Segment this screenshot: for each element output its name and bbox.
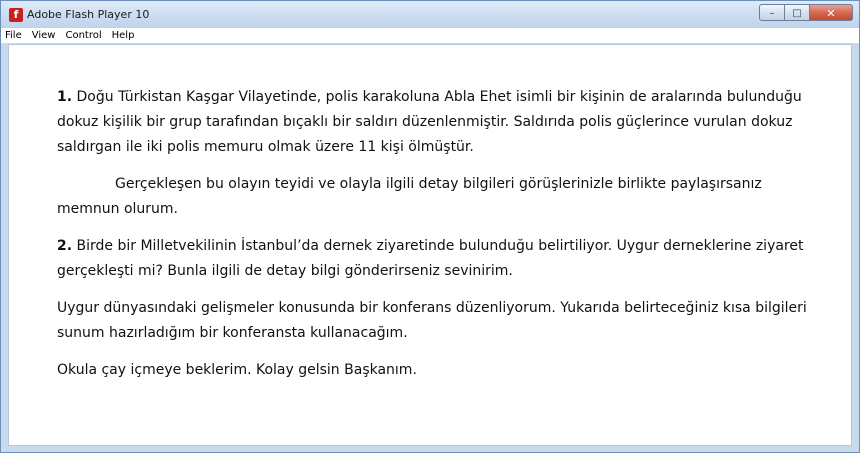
- paragraph-5: Okula çay içmeye beklerim. Kolay gelsin Başkanım.: [57, 362, 417, 378]
- minimize-button[interactable]: –: [759, 4, 785, 21]
- paragraph-1: [57, 85, 817, 160]
- spacer: [57, 160, 817, 172]
- flash-icon: f: [9, 8, 23, 22]
- paragraph-number: 1.: [57, 89, 73, 105]
- menu-help[interactable]: Help: [111, 29, 135, 41]
- maximize-button[interactable]: □: [785, 4, 810, 21]
- spacer: [57, 284, 817, 296]
- paragraph-text: Doğu Türkistan Kaşgar Vilayetinde, polis karakoluna Abla Ehet isimli bir kişinin de aralarında bulunduğu dokuz kişilik bir grup tarafından bıçaklı bir saldırı düzenlenmiştir. Saldırıda polis güçlerince vurulan dokuz saldırgan ile iki polis memuru olmak üzere 11 kişi ölmüştür.: [57, 89, 802, 155]
- caption-buttons: [759, 4, 853, 22]
- flash-content-area: [8, 44, 852, 446]
- document-text: [57, 85, 817, 383]
- title-bar[interactable]: [1, 1, 859, 28]
- menu-control[interactable]: Control: [65, 29, 102, 41]
- spacer: [57, 222, 817, 234]
- menu-view[interactable]: View: [31, 29, 56, 41]
- spacer: [57, 346, 817, 358]
- paragraph-text: Birde bir Milletvekilinin İstanbul’da dernek ziyaretinde bulunduğu belirtiliyor. Uygur derneklerine ziyaret gerçekleşti mi? Bunla ilgili de detay bilgi gönderirseniz sevinirim.: [57, 238, 804, 279]
- paragraph-number: 2.: [57, 238, 73, 254]
- close-button[interactable]: ✕: [810, 4, 853, 21]
- window-title: Adobe Flash Player 10: [27, 8, 150, 21]
- menu-file[interactable]: File: [5, 29, 22, 41]
- menu-bar: [1, 28, 859, 44]
- paragraph-3: [57, 234, 817, 284]
- paragraph-2: Gerçekleşen bu olayın teyidi ve olayla ilgili detay bilgileri görüşlerinizle birlikte paylaşırsanız memnun olurum.: [57, 176, 762, 217]
- paragraph-4: Uygur dünyasındaki gelişmeler konusunda bir konferans düzenliyorum. Yukarıda belirteceğiniz kısa bilgileri sunum hazırladığım bir konferansta kullanacağım.: [57, 300, 807, 341]
